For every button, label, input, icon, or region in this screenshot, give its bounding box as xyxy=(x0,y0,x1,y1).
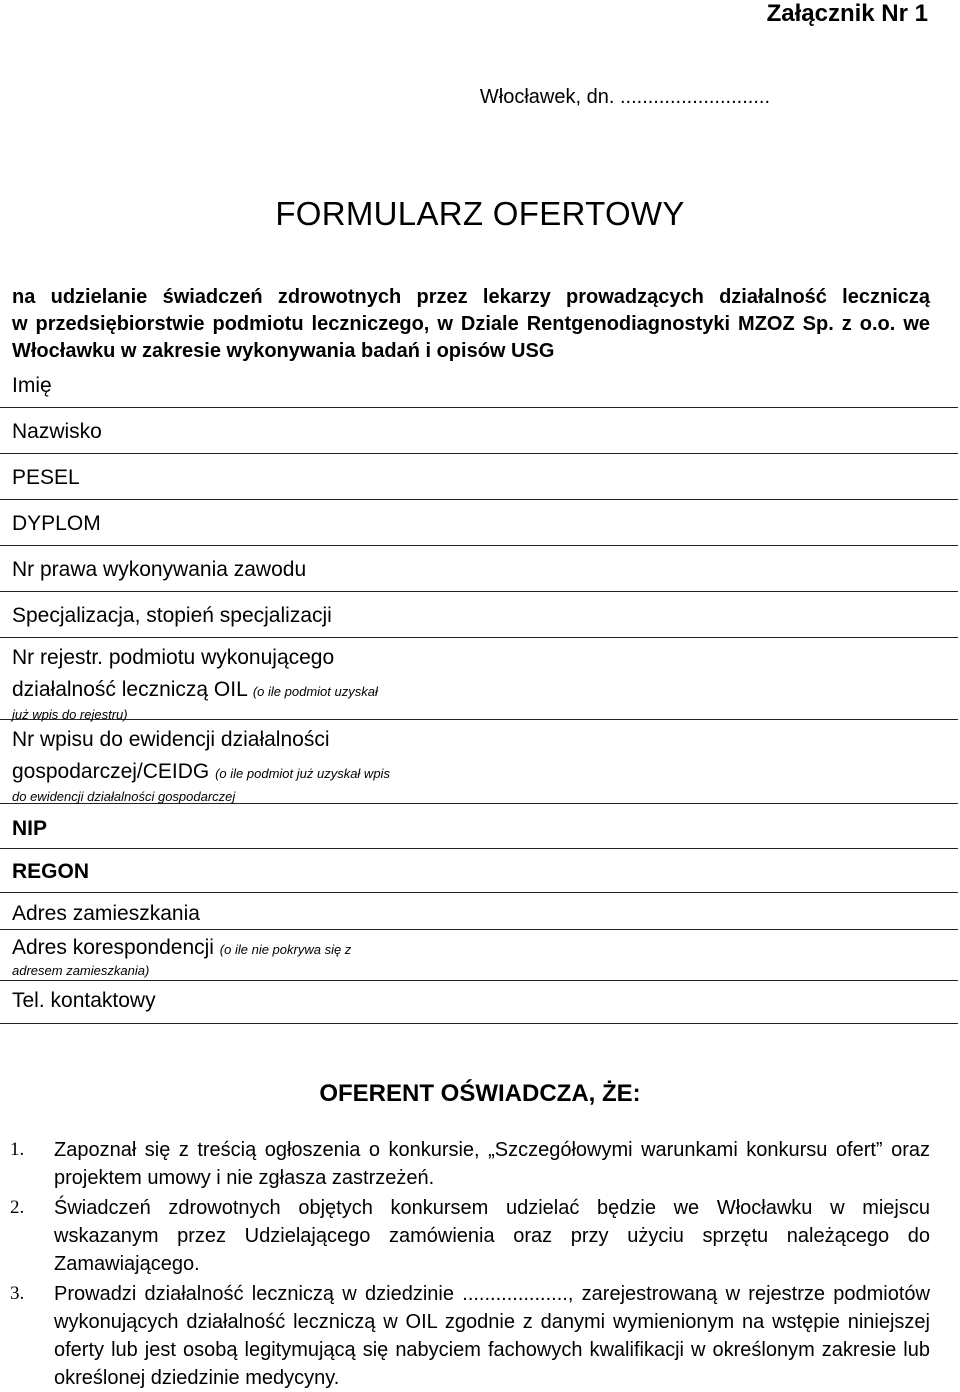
field-tel-label: Tel. kontaktowy xyxy=(12,989,156,1012)
field-nazwisko[interactable] xyxy=(0,408,958,454)
declaration-title: OFERENT OŚWIADCZA, ŻE: xyxy=(319,1080,641,1107)
field-dyplom[interactable] xyxy=(0,500,958,546)
field-ceidg-label-2: gospodarczej/CEIDG xyxy=(12,760,216,783)
form-subtitle xyxy=(12,284,930,365)
annex-label: Załącznik Nr 1 xyxy=(766,0,928,27)
field-regon-label: REGON xyxy=(12,860,90,883)
declaration-item-number: 3. xyxy=(10,1283,25,1304)
applicant-fields xyxy=(0,368,960,1024)
place-date-line: Włocławek, dn. ........................... xyxy=(479,86,770,108)
declaration-item xyxy=(10,1194,930,1278)
field-tel[interactable] xyxy=(0,981,958,1024)
field-nr-prawa[interactable] xyxy=(0,546,958,592)
declaration-item xyxy=(10,1280,930,1392)
subtitle-line-1: na udzielanie świadczeń zdrowotnych przez lekarzy prowadzących działalność leczniczą xyxy=(12,286,930,308)
field-ceidg[interactable] xyxy=(0,720,958,804)
declaration-item xyxy=(10,1136,930,1192)
declaration-item-number: 1. xyxy=(10,1139,25,1160)
field-nr-rejestr-note-1: (o ile podmiot uzyskał xyxy=(252,684,378,699)
field-pesel-label: PESEL xyxy=(12,466,80,489)
field-nip[interactable] xyxy=(0,804,958,849)
declaration-item-text: Zapoznał się z treścią ogłoszenia o konkursie, „Szczegółowymi warunkami konkursu ofert” oraz projektem umowy i nie zgłasza zastrzeżeń. xyxy=(54,1139,930,1189)
field-ceidg-note-2: do ewidencji działalności gospodarczej xyxy=(12,789,236,804)
declaration-item-text: Świadczeń zdrowotnych objętych konkursem udzielać będzie we Włocławku w miejscu wskazanym przez Udzielającego zamówienia oraz przy użyciu sprzętu należącego do Zamawiającego. xyxy=(54,1197,930,1275)
field-nr-rejestr[interactable] xyxy=(0,638,958,720)
field-imie-label: Imię xyxy=(12,374,52,397)
declaration-item-number: 2. xyxy=(10,1197,25,1218)
field-nr-rejestr-label-2: działalność leczniczą OIL xyxy=(12,678,253,701)
declaration-list xyxy=(10,1136,930,1392)
field-adres-zamieszkania[interactable] xyxy=(0,893,958,930)
field-ceidg-label-1: Nr wpisu do ewidencji działalności xyxy=(12,728,330,751)
field-specjalizacja-label: Specjalizacja, stopień specjalizacji xyxy=(12,604,332,627)
form-title: FORMULARZ OFERTOWY xyxy=(275,195,685,232)
field-pesel[interactable] xyxy=(0,454,958,500)
field-adres-korespondencji-note-2: adresem zamieszkania) xyxy=(12,963,150,978)
field-nr-rejestr-note-2: już wpis do rejestru) xyxy=(12,707,128,722)
declaration-item-text: Prowadzi działalność leczniczą w dziedzinie ..................., zarejestrowaną w rejestrze podmiotów wykonujących działalność leczniczą w OIL zgodnie z danymi wymienionym na wstępie niniejszej oferty lub jest osobą legitymującą się nabyciem fachowych kwalifikacji w określonym zakresie lub określonej dziedzinie medycyny. xyxy=(54,1283,930,1389)
field-nr-prawa-label: Nr prawa wykonywania zawodu xyxy=(12,558,307,581)
field-adres-korespondencji-label: Adres korespondencji xyxy=(12,936,220,959)
field-adres-zamieszkania-label: Adres zamieszkania xyxy=(12,902,200,925)
field-adres-korespondencji[interactable] xyxy=(0,930,958,981)
field-adres-korespondencji-note-1: (o ile nie pokrywa się z xyxy=(219,942,352,957)
field-regon[interactable] xyxy=(0,849,958,893)
field-nazwisko-label: Nazwisko xyxy=(12,420,102,443)
field-nip-label: NIP xyxy=(12,817,48,840)
field-imie[interactable] xyxy=(0,368,958,408)
field-dyplom-label: DYPLOM xyxy=(12,512,101,535)
field-nr-rejestr-label-1: Nr rejestr. podmiotu wykonującego xyxy=(12,646,335,669)
field-ceidg-note-1: (o ile podmiot już uzyskał wpis xyxy=(215,766,390,781)
subtitle-line-2: w przedsiębiorstwie podmiotu leczniczego, w Dziale Rentgenodiagnostyki MZOZ Sp. z o.o. we xyxy=(12,313,930,335)
field-specjalizacja[interactable] xyxy=(0,592,958,638)
subtitle-line-3: Włocławku w zakresie wykonywania badań i opisów USG xyxy=(12,340,555,362)
